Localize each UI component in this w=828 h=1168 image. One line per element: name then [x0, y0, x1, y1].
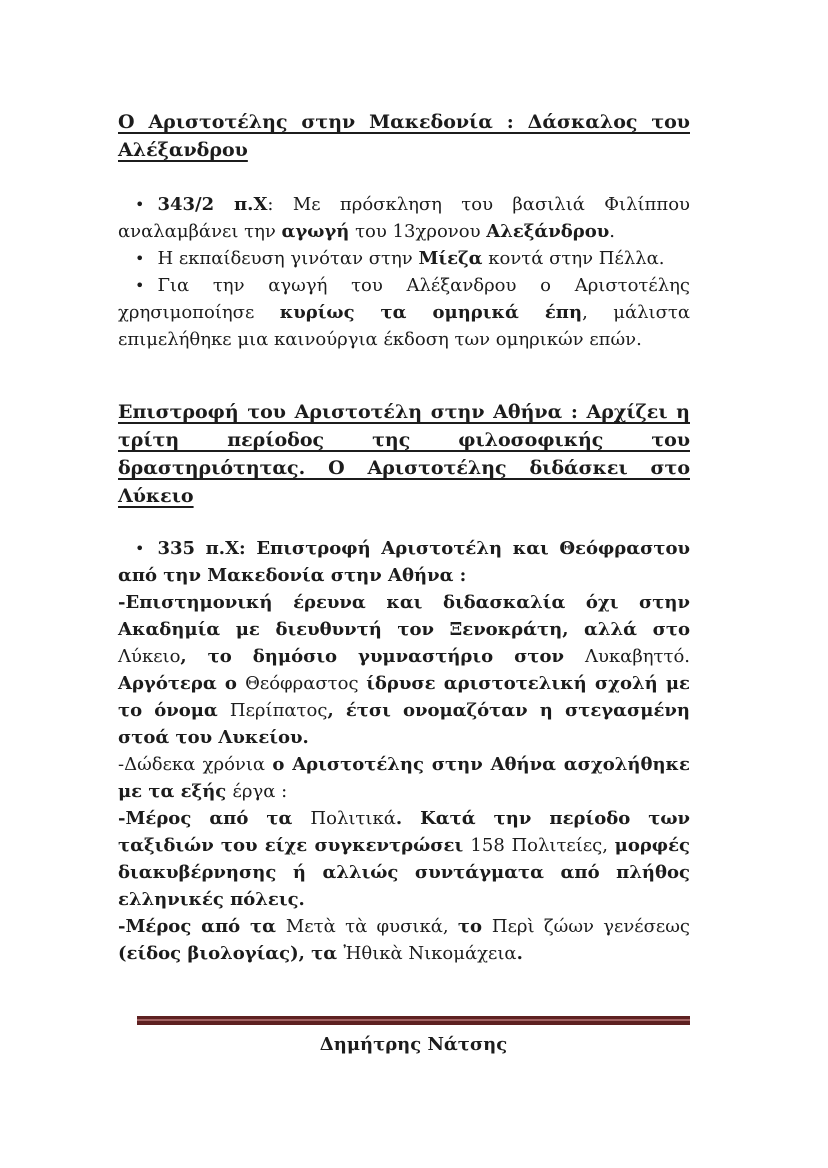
- paragraph-twelve-years: [118, 751, 690, 805]
- heading-return-to-athens: Επιστροφή του Αριστοτέλη στην Αθήνα : Αρχίζει η τρίτη περίοδος της φιλοσοφικής του δραστηριότητας. Ο Αριστοτέλης διδάσκει στο Λύκειο: [118, 401, 690, 507]
- footer-author-name: Δημήτρης Νάτσης: [319, 1034, 508, 1055]
- bullet-item-mieza: [118, 245, 690, 272]
- page-footer: [137, 1016, 690, 1058]
- bullet-icon: •: [135, 249, 145, 268]
- bullet-item-343bc: [118, 191, 690, 245]
- bullet-item-text: 343/2 π.Χ: Με πρόσκληση του βασιλιά Φιλίππου αναλαμβάνει την αγωγή του 13χρονου Αλεξάνδρου.: [118, 194, 690, 242]
- section-athens-paragraphs: [118, 535, 690, 967]
- bullet-item-text: Για την αγωγή του Αλέξανδρου ο Αριστοτέλης χρησιμοποίησε κυρίως τα ομηρικά έπη, μάλιστα επιμελήθηκε μια καινούργια έκδοση των ομηρικών επών.: [118, 275, 690, 350]
- paragraph-text: -Μέρος από τα Πολιτικά. Κατά την περίοδο των ταξιδιών του είχε συγκεντρώσει 158 Πολιτείες, μορφές διακυβέρνησης ή αλλιώς συντάγματα από πλήθος ελληνικές πόλεις.: [118, 808, 690, 910]
- bullet-icon: •: [135, 276, 145, 295]
- paragraph-politika: [118, 805, 690, 913]
- document-body: [118, 108, 690, 967]
- paragraph-335bc: [118, 535, 690, 589]
- bullet-item-text: Η εκπαίδευση γινόταν στην Μίεζα κοντά στην Πέλλα.: [157, 248, 665, 269]
- bullet-icon: •: [135, 195, 145, 214]
- paragraph-text: -Επιστημονική έρευνα και διδασκαλία όχι στην Ακαδημία με διευθυντή τον Ξενοκράτη, αλλά στο Λύκειο, το δημόσιο γυμναστήριο στον Λυκαβηττό. Αργότερα ο Θεόφραστος ίδρυσε αριστοτελική σχολή με το όνομα Περίπατος, έτσι ονομαζόταν η στεγασμένη στοά του Λυκείου.: [118, 592, 690, 748]
- heading-aristotle-in-macedonia: Ο Αριστοτέλης στην Μακεδονία : Δάσκαλος του Αλέξανδρου: [118, 111, 690, 161]
- paragraph-text: 335 π.Χ: Επιστροφή Αριστοτέλη και Θεόφραστου από την Μακεδονία στην Αθήνα :: [118, 538, 690, 586]
- section-macedonia-bullets: [118, 191, 690, 353]
- bullet-item-homeric-epics: [118, 272, 690, 353]
- paragraph-metaphysics: [118, 913, 690, 967]
- bullet-icon: •: [135, 539, 145, 558]
- paragraph-lyceum: [118, 589, 690, 751]
- paragraph-text: -Δώδεκα χρόνια ο Αριστοτέλης στην Αθήνα ασχολήθηκε με τα εξής έργα :: [118, 754, 690, 802]
- footer-divider-rule: [137, 1016, 690, 1025]
- paragraph-text: -Μέρος από τα Μετὰ τὰ φυσικά, το Περὶ ζώων γενέσεως (είδος βιολογίας), τα Ἠθικὰ Νικομάχεια.: [118, 916, 691, 964]
